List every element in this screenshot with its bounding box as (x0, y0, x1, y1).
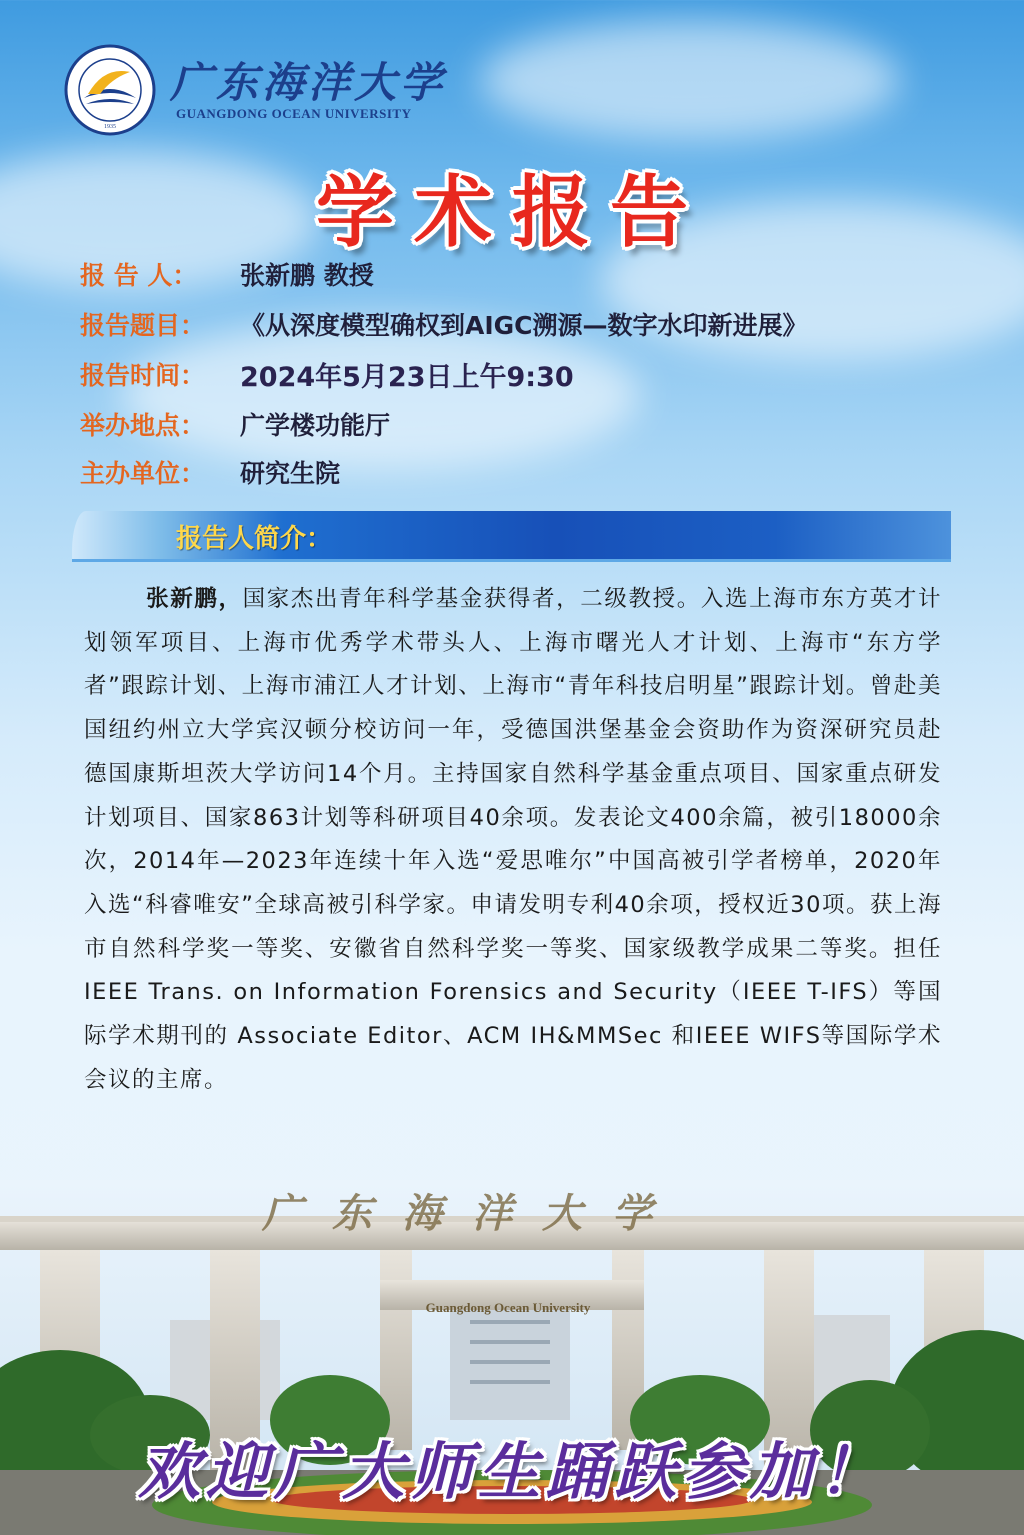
bio-speaker-name: 张新鹏， (146, 586, 243, 612)
time-value: 2024年5月23日上午9:30 (240, 361, 574, 393)
svg-text:1935: 1935 (104, 124, 116, 130)
info-topic-row (80, 304, 808, 344)
place-label: 举办地点： (80, 411, 206, 440)
university-logo-icon (64, 44, 156, 136)
host-value: 研究生院 (240, 459, 341, 488)
bio-body-text: 国家杰出青年科学基金获得者，二级教授。入选上海市东方英才计划领军项目、上海市优秀学术带头人、上海市曙光人才计划、上海市“东方学者”跟踪计划、上海市浦江人才计划、上海市“青年科技启明星”跟踪计划。曾赴美国纽约州立大学宾汉顿分校访问一年，受德国洪堡基金会资助作为资深研究员赴德国康斯坦茨大学访问14个月。主持国家自然科学基金重点项目、国家重点研发计划项目、国家863计划等科研项目40余项。发表论文400余篇，被引18000余次，2014年—2023年连续十年入选“爱思唯尔”中国高被引学者榜单，2020年入选“科睿唯安”全球高被引科学家。申请发明专利40余项，授权近30项。获上海市自然科学奖一等奖、安徽省自然科学奖一等奖、国家级教学成果二等奖。担任 IEEE Trans. on Information Forensics and Security（IEEE T-IFS）等国际学术期刊的 Associate Editor、ACM IH&MMSec 和IEEE WIFS等国际学术会议的主席。 (84, 586, 942, 1093)
info-speaker-row (80, 254, 374, 294)
topic-label: 报告题目： (80, 311, 206, 340)
info-host-row (80, 452, 340, 492)
time-label: 报告时间： (80, 361, 206, 390)
topic-value: 《从深度模型确权到AIGC溯源—数字水印新进展》 (240, 311, 808, 340)
bio-header-label: 报告人简介： (176, 524, 333, 554)
place-value: 广学楼功能厅 (240, 411, 391, 440)
cloud-decoration (480, 20, 900, 140)
gate-inscription: 广东海洋大学 (262, 1190, 682, 1237)
university-name-cn: 广东海洋大学 (170, 58, 447, 107)
bio-paragraph (84, 578, 942, 1102)
host-label: 主办单位： (80, 459, 206, 488)
welcome-slogan: 欢迎广大师生踊跃参加！ (137, 1435, 886, 1508)
bio-header-bar (72, 511, 951, 562)
info-time-row (80, 354, 574, 394)
university-name-en: GUANGDONG OCEAN UNIVERSITY (176, 106, 412, 121)
speaker-value: 张新鹏 教授 (240, 261, 374, 290)
poster-title: 学术报告 (315, 168, 708, 258)
speaker-label: 报 告 人： (80, 261, 198, 290)
gate-english-name: Guangdong Ocean University (425, 1300, 591, 1315)
info-place-row (80, 404, 390, 444)
